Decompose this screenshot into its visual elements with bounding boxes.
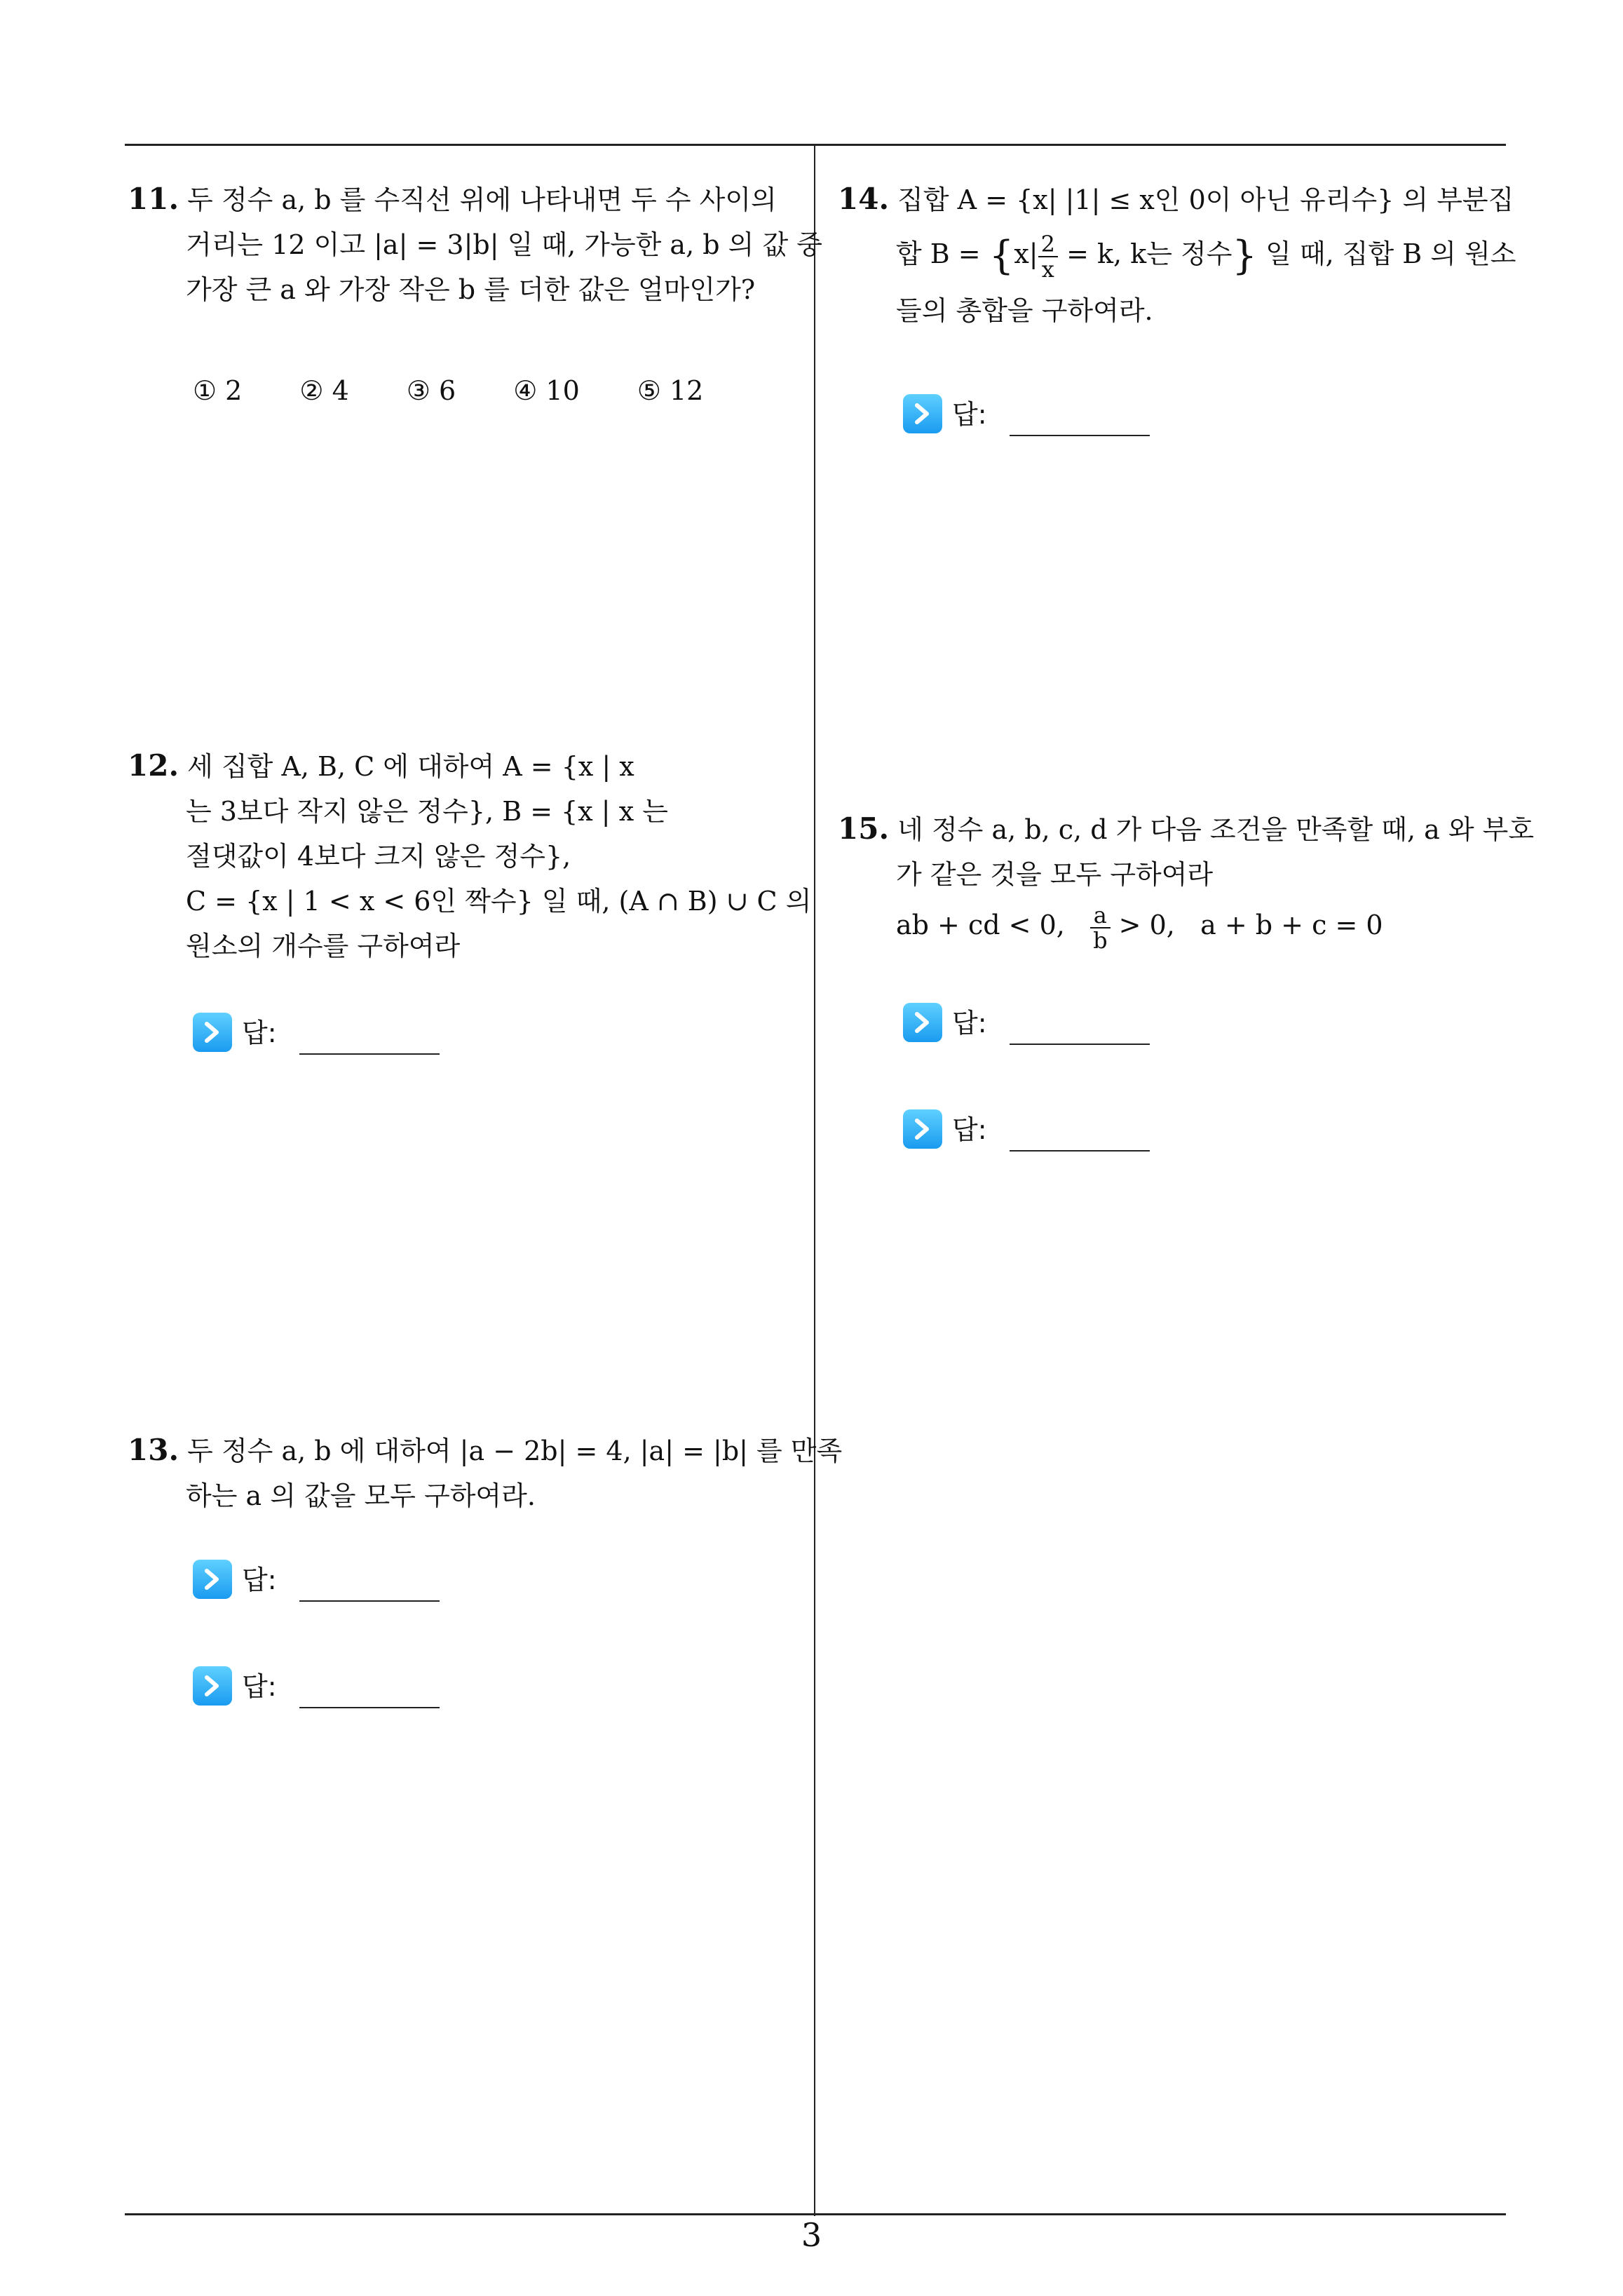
- question-15-conditions: ab + cd < 0, $\frac{a}{b}$ > 0, a + b + c = 0: [896, 901, 1383, 954]
- chevron-right-icon: [903, 394, 942, 433]
- question-13-line-2: 하는 a 의 값을 모두 구하여라.: [186, 1480, 536, 1511]
- question-11-choices: [193, 375, 752, 406]
- question-11: [128, 177, 822, 312]
- question-11-number: 11.: [128, 182, 179, 216]
- bottom-rule: [125, 2213, 1506, 2215]
- answer-label: 답:: [952, 1114, 987, 1145]
- question-12-line-3: 절댓값이 4보다 크지 않은 정수},: [186, 841, 571, 872]
- answer-box-15a: [903, 999, 1197, 1048]
- answer-blank[interactable]: [299, 1707, 440, 1708]
- question-11-line-2: 거리는 12 이고 |a| = 3|b| 일 때, 가능한 a, b 의 값 중: [186, 229, 822, 260]
- question-13: [128, 1428, 843, 1518]
- chevron-right-icon: [193, 1560, 232, 1599]
- question-12-line-5: 원소의 개수를 구하여라: [186, 931, 461, 961]
- question-14-line-2: 합 B = {x| $\frac{2}{x}$ = k, k는 정수} 일 때, 집합 B 의 원소: [896, 230, 1516, 283]
- answer-label: 답:: [242, 1671, 277, 1702]
- answer-box-13a: [193, 1555, 487, 1605]
- answer-label: 답:: [242, 1018, 277, 1048]
- choice-1[interactable]: ① 2: [193, 375, 243, 406]
- question-12-line-1: 12. 세 집합 A, B, C 에 대하여 A = {x | x: [128, 748, 634, 783]
- column-divider: [814, 144, 815, 2216]
- question-15-number: 15.: [838, 811, 890, 846]
- answer-blank[interactable]: [1010, 1044, 1150, 1045]
- question-14-number: 14.: [838, 182, 890, 216]
- page-number: 3: [801, 2216, 822, 2254]
- chevron-right-icon: [193, 1666, 232, 1706]
- question-12-line-4: C = {x | 1 < x < 6인 짝수} 일 때, (A ∩ B) ∪ C 의: [186, 886, 812, 917]
- chevron-right-icon: [903, 1109, 942, 1149]
- choice-3[interactable]: ③ 6: [406, 375, 456, 406]
- chevron-right-icon: [193, 1013, 232, 1052]
- choice-4[interactable]: ④ 10: [513, 375, 580, 406]
- answer-box-13b: [193, 1662, 487, 1711]
- answer-label: 답:: [952, 1008, 987, 1039]
- question-12-line-2: 는 3보다 작지 않은 정수}, B = {x | x 는: [186, 796, 668, 827]
- question-11-line-1: 11. 두 정수 a, b 를 수직선 위에 나타내면 두 수 사이의: [128, 182, 777, 216]
- answer-blank[interactable]: [1010, 1150, 1150, 1152]
- question-13-number: 13.: [128, 1433, 179, 1467]
- answer-blank[interactable]: [299, 1600, 440, 1602]
- question-12: [128, 743, 812, 968]
- answer-blank[interactable]: [299, 1053, 440, 1055]
- answer-blank[interactable]: [1010, 435, 1150, 436]
- choice-2[interactable]: ② 4: [299, 375, 349, 406]
- fraction-a-over-b: $\frac{a}{b}$: [1090, 903, 1110, 952]
- question-11-line-3: 가장 큰 a 와 가장 작은 b 를 더한 값은 얼마인가?: [186, 274, 756, 305]
- question-15-line-1: 15. 네 정수 a, b, c, d 가 다음 조건을 만족할 때, a 와 부호: [838, 811, 1535, 846]
- top-rule: [125, 144, 1506, 146]
- choice-5[interactable]: ⑤ 12: [637, 375, 704, 406]
- answer-label: 답:: [952, 399, 987, 430]
- question-15: [838, 806, 1535, 954]
- question-14-line-1: 14. 집합 A = {x| |1| ≤ x인 0이 아닌 유리수} 의 부분집: [838, 182, 1514, 216]
- question-13-line-1: 13. 두 정수 a, b 에 대하여 |a − 2b| = 4, |a| = |b| 를 만족: [128, 1433, 843, 1467]
- answer-box-15b: [903, 1105, 1197, 1154]
- question-14-line-3: 들의 총합을 구하여라.: [896, 295, 1153, 326]
- question-14: [838, 177, 1516, 333]
- answer-label: 답:: [242, 1565, 277, 1595]
- question-12-number: 12.: [128, 748, 179, 783]
- question-15-line-2: 가 같은 것을 모두 구하여라: [896, 859, 1214, 890]
- fraction-2-over-x: $\frac{2}{x}$: [1038, 232, 1058, 281]
- answer-box-14: [903, 390, 1197, 439]
- chevron-right-icon: [903, 1003, 942, 1042]
- answer-box-12: [193, 1008, 487, 1058]
